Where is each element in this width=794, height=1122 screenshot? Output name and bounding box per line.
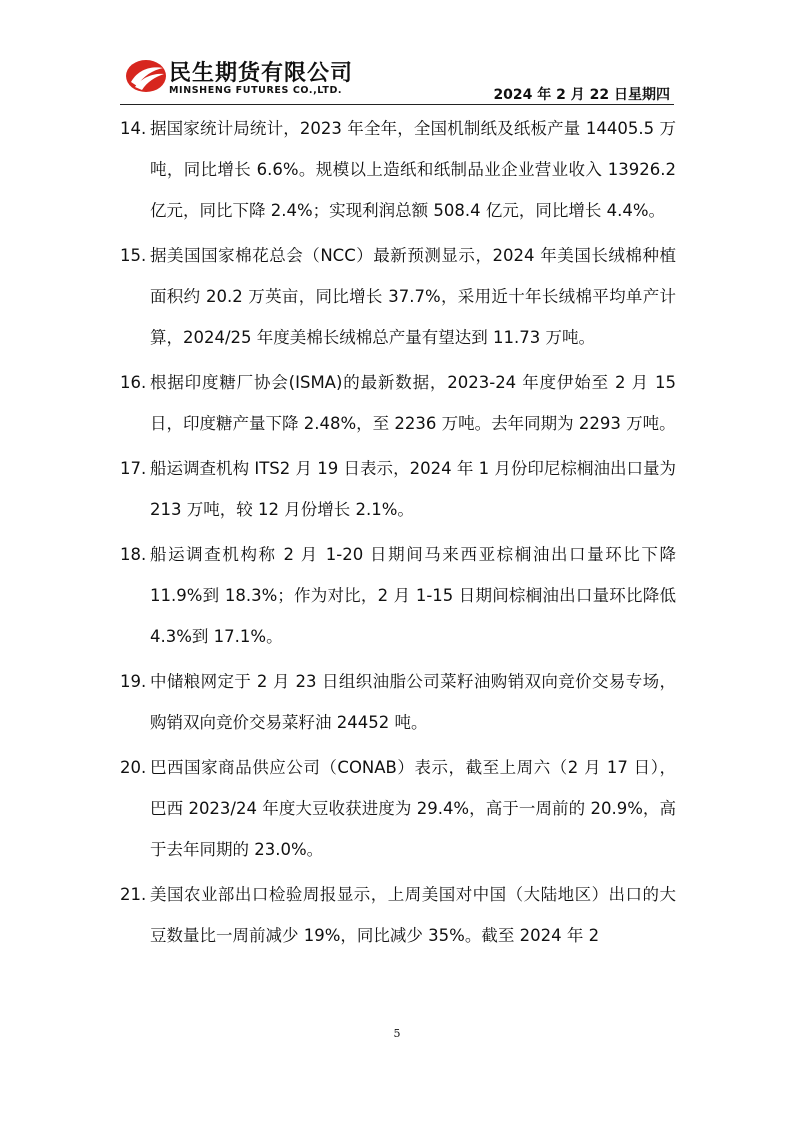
item-number: 14. bbox=[120, 119, 147, 138]
item-number: 15. bbox=[120, 246, 147, 265]
item-number: 19. bbox=[120, 672, 147, 691]
minsheng-logo-icon bbox=[125, 58, 167, 94]
item-text: 据国家统计局统计，2023 年全年，全国机制纸及纸板产量 14405.5 万吨，同比增长 6.6%。规模以上造纸和纸制品业企业营业收入 13926.2 亿元，同比下降 2.4%；实现利润总额 508.4 亿元，同比增长 4.4%。 bbox=[150, 119, 676, 220]
report-date: 2024 年 2 月 22 日星期四 bbox=[493, 87, 670, 103]
logo-english-name: MINSHENG FUTURES CO.,LTD. bbox=[169, 85, 343, 96]
page-number: 5 bbox=[393, 1027, 401, 1040]
item-number: 21. bbox=[120, 885, 147, 904]
item-text: 根据印度糖厂协会(ISMA)的最新数据，2023-24 年度伊始至 2 月 15 日，印度糖产量下降 2.48%，至 2236 万吨。去年同期为 2293 万吨。 bbox=[150, 373, 676, 433]
news-item bbox=[120, 747, 676, 870]
item-text: 美国农业部出口检验周报显示，上周美国对中国（大陆地区）出口的大豆数量比一周前减少 19%，同比减少 35%。截至 2024 年 2 bbox=[150, 885, 676, 945]
header-divider bbox=[120, 104, 674, 105]
news-list bbox=[120, 108, 676, 960]
item-text: 船运调查机构 ITS2 月 19 日表示，2024 年 1 月份印尼棕榈油出口量为 213 万吨，较 12 月份增长 2.1%。 bbox=[150, 459, 676, 519]
logo-chinese-name: 民生期货有限公司 bbox=[169, 61, 354, 86]
item-text: 船运调查机构称 2 月 1-20 日期间马来西亚棕榈油出口量环比下降 11.9%到 18.3%；作为对比，2 月 1-15 日期间棕榈油出口量环比降低 4.3%到 17.1%。 bbox=[150, 545, 676, 646]
item-number: 20. bbox=[120, 758, 147, 777]
item-number: 17. bbox=[120, 459, 147, 478]
company-logo bbox=[125, 56, 365, 102]
item-number: 16. bbox=[120, 373, 147, 392]
item-text: 巴西国家商品供应公司（CONAB）表示，截至上周六（2 月 17 日），巴西 2023/24 年度大豆收获进度为 29.4%，高于一周前的 20.9%，高于去年同期的 23.0%。 bbox=[150, 758, 676, 859]
news-item bbox=[120, 362, 676, 444]
news-item bbox=[120, 108, 676, 231]
news-item bbox=[120, 534, 676, 657]
news-item bbox=[120, 661, 676, 743]
news-item bbox=[120, 874, 676, 956]
page-header bbox=[0, 0, 794, 106]
item-text: 据美国国家棉花总会（NCC）最新预测显示，2024 年美国长绒棉种植面积约 20.2 万英亩，同比增长 37.7%，采用近十年长绒棉平均单产计算，2024/25 年度美棉长绒棉总产量有望达到 11.73 万吨。 bbox=[150, 246, 676, 347]
news-item bbox=[120, 235, 676, 358]
news-item bbox=[120, 448, 676, 530]
item-text: 中储粮网定于 2 月 23 日组织油脂公司菜籽油购销双向竞价交易专场，购销双向竞价交易菜籽油 24452 吨。 bbox=[150, 672, 676, 732]
item-number: 18. bbox=[120, 545, 147, 564]
